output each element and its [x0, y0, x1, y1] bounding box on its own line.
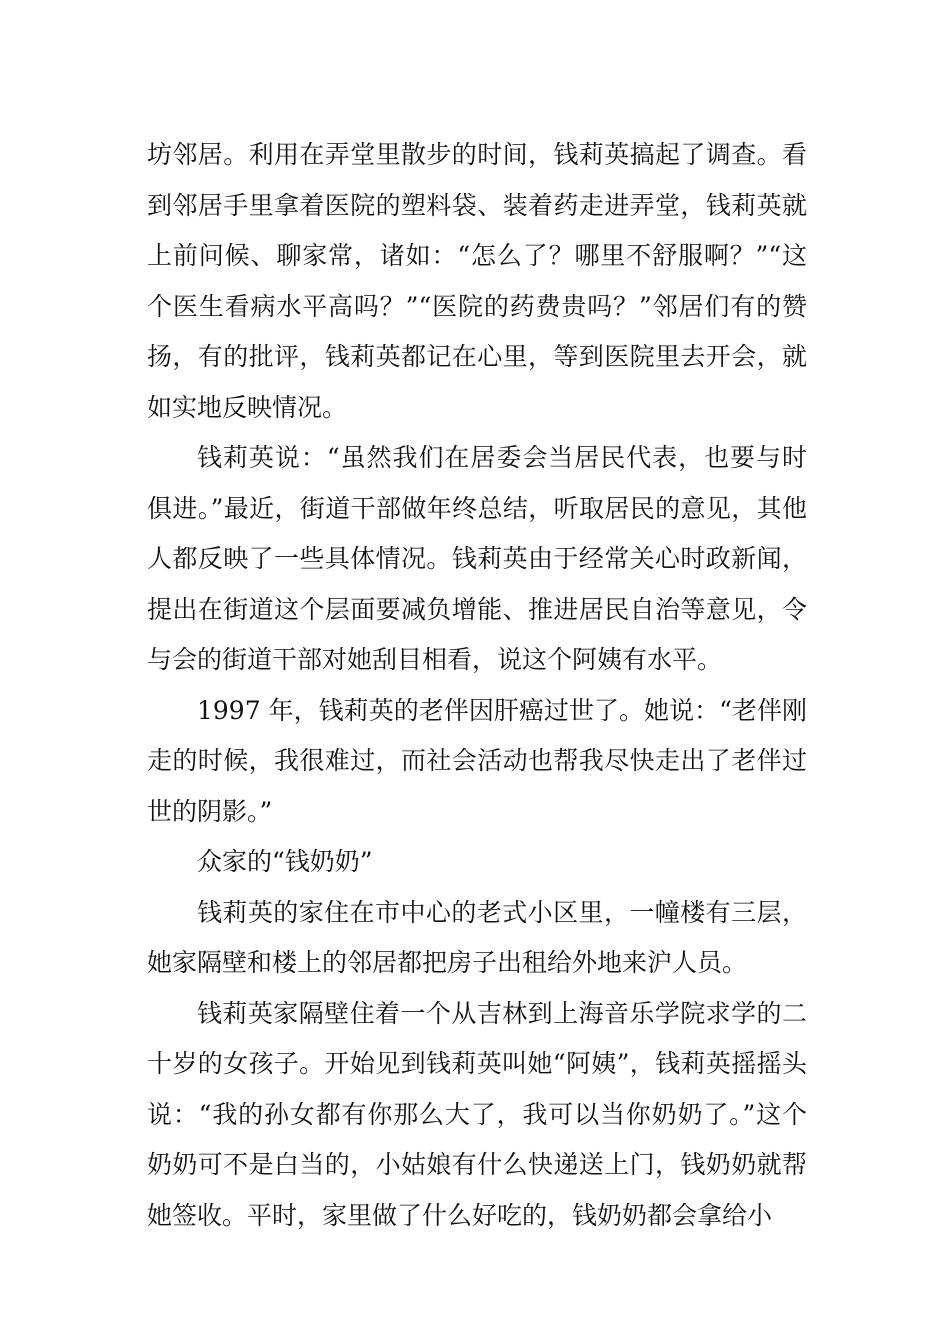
paragraph-3: 1997 年，钱莉英的老伴因肝癌过世了。她说：“老伴刚走的时候，我很难过，而社会活动也帮我尽快走出了老伴过世的阴影。”: [147, 695, 807, 826]
paragraph-5: 钱莉英家隔壁住着一个从吉林到上海音乐学院求学的二十岁的女孩子。开始见到钱莉英叫她“阿姨”，钱莉英摇摇头说：“我的孙女都有你那么大了，我可以当你奶奶了。”这个奶奶可不是白当的，小姑娘有什么快递送上门，钱奶奶就帮她签收。平时，家里做了什么好吃的，钱奶奶都会拿给小: [147, 998, 807, 1230]
paragraph-2: 钱莉英说：“虽然我们在居委会当居民代表，也要与时俱进。”最近，街道干部做年终总结，听取居民的意见，其他人都反映了一些具体情况。钱莉英由于经常关心时政新闻，提出在街道这个层面要减负增能、推进居民自治等意见，令与会的街道干部对她刮目相看，说这个阿姨有水平。: [147, 443, 807, 674]
paragraph-1: 坊邻居。利用在弄堂里散步的时间，钱莉英搞起了调查。看到邻居手里拿着医院的塑料袋、装着药走进弄堂，钱莉英就上前问候、聊家常，诸如：“怎么了？哪里不舒服啊？”“这个医生看病水平高吗？”“医院的药费贵吗？”邻居们有的赞扬，有的批评，钱莉英都记在心里，等到医院里去开会，就如实地反映情况。: [147, 140, 807, 422]
paragraph-4: 钱莉英的家住在市中心的老式小区里，一幢楼有三层，她家隔壁和楼上的邻居都把房子出租给外地来沪人员。: [147, 897, 807, 977]
document-page: [147, 130, 807, 1241]
section-heading: 众家的“钱奶奶”: [197, 847, 373, 876]
